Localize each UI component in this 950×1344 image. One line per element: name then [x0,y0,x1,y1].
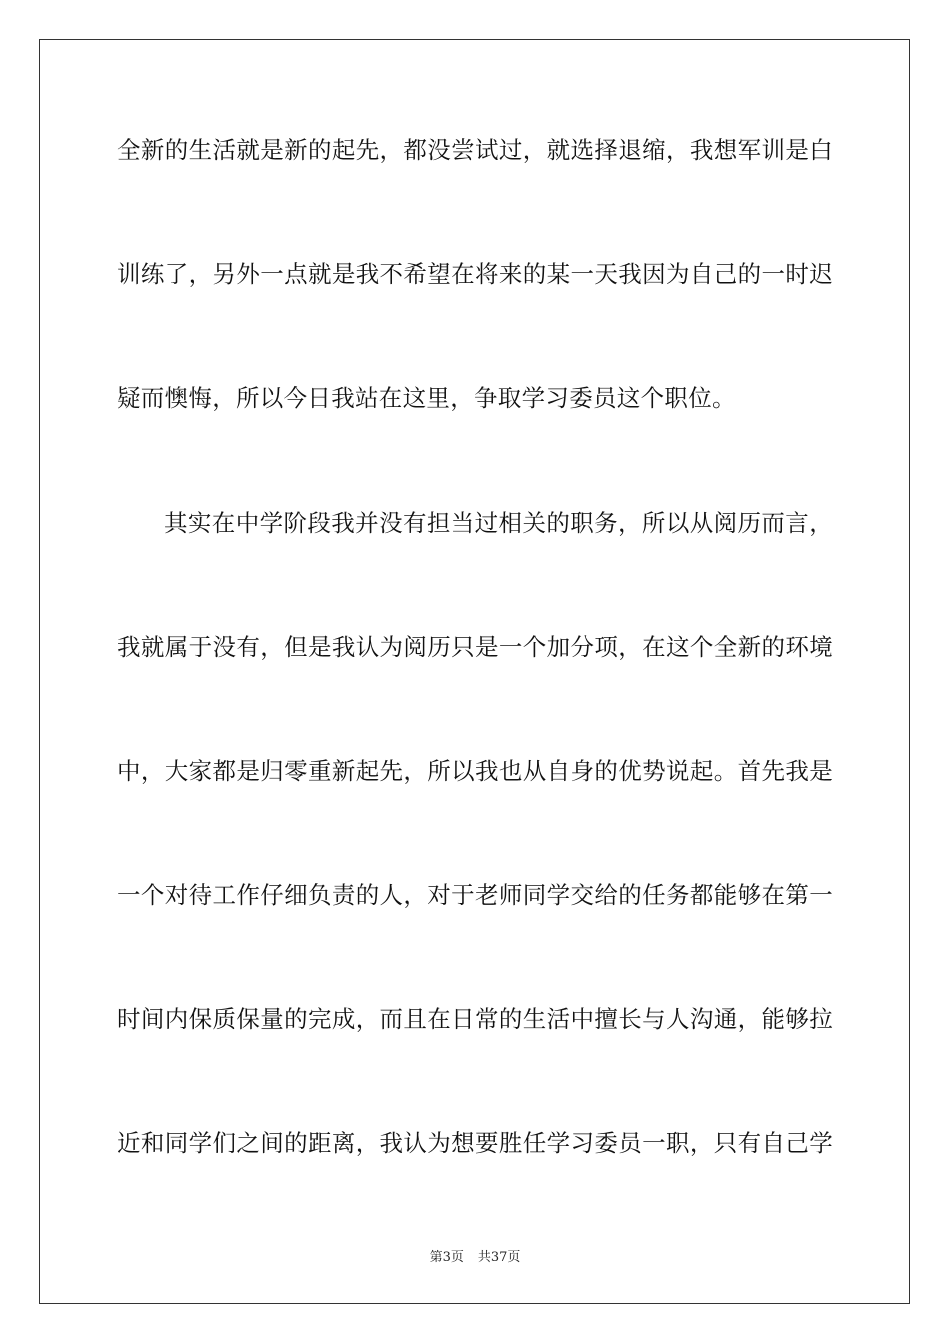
paragraph-line: 一个对待工作仔细负责的人，对于老师同学交给的任务都能够在第一 [117,881,833,909]
paragraph-line: 近和同学们之间的距离，我认为想要胜任学习委员一职，只有自己学 [117,1129,833,1157]
paragraph-line: 全新的生活就是新的起先，都没尝试过，就选择退缩，我想军训是白 [117,136,833,164]
paragraph-line: 中，大家都是归零重新起先，所以我也从自身的优势说起。首先我是 [117,757,833,785]
paragraph-line: 我就属于没有，但是我认为阅历只是一个加分项，在这个全新的环境 [117,633,833,661]
page-border [39,39,910,1304]
page-footer [0,1249,950,1267]
paragraph-line: 时间内保质保量的完成，而且在日常的生活中擅长与人沟通，能够拉 [117,1005,833,1033]
paragraph-line: 其实在中学阶段我并没有担当过相关的职务，所以从阅历而言， [164,509,833,537]
paragraph-line: 训练了，另外一点就是我不希望在将来的某一天我因为自己的一时迟 [117,260,833,288]
page-total: 共37页 [477,1250,521,1265]
page-number: 第3页 [429,1250,464,1265]
paragraph-line: 疑而懊悔，所以今日我站在这里，争取学习委员这个职位。 [117,384,736,412]
